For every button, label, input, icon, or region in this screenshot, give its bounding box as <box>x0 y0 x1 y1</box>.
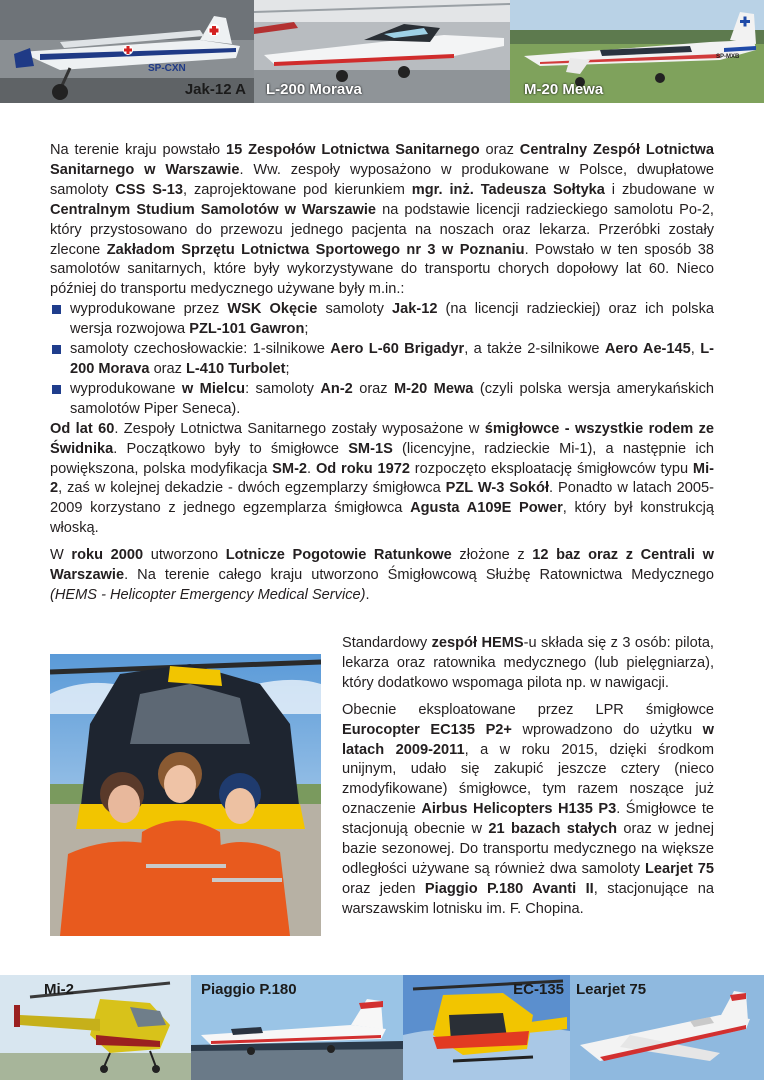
bold-run: Jak-12 <box>392 301 438 318</box>
bold-run: w latach 2009-2011 <box>342 721 714 758</box>
bold-run: Airbus Helicopters H135 P3 <box>421 801 617 818</box>
text-run: ; <box>304 321 309 338</box>
text-run: , stacjonujące na warszawskim lotnisku im. F. Chopina. <box>342 880 714 917</box>
bold-run: PZL W-3 Sokół <box>445 480 550 497</box>
text-run: , zaprojektowane pod kierunkiem <box>183 181 412 198</box>
bullet-square-icon <box>52 305 61 314</box>
bold-run: Learjet 75 <box>644 860 714 877</box>
text-run: . <box>307 460 316 477</box>
text-run: samoloty czechosłowackie: 1-silnikowe <box>70 341 331 358</box>
photo-caption: EC-135 <box>513 981 564 998</box>
helicopters-paragraph <box>50 420 714 539</box>
bullet-square-icon <box>52 385 61 394</box>
text-run: Obecnie eksploatowane przez LPR śmigłowce <box>342 701 714 718</box>
text-run: . Początkowo były to śmigłowce <box>113 440 349 457</box>
text-run: -u składa się z 3 osób: pilota, lekarza oraz ratownika medycznego (lub pielęgniarza), który dodatkowo wspomaga pilota np. w nawigacji. <box>342 635 714 691</box>
intro-paragraph <box>50 141 714 300</box>
bold-run: Eurocopter EC135 P2+ <box>342 721 512 738</box>
list-item <box>50 340 714 380</box>
text-run: , <box>690 341 701 358</box>
text-run: Na terenie kraju powstało <box>50 142 227 158</box>
bold-run: Centralnym Studium Samolotów w Warszawie <box>50 201 377 218</box>
list-item <box>50 300 714 340</box>
text-run: wyprodukowane <box>70 380 182 397</box>
plane-m20-photo <box>510 0 764 103</box>
text-run: ; <box>285 360 290 377</box>
hems-crew-photo <box>50 654 321 936</box>
photo-caption: Piaggio P.180 <box>201 981 297 998</box>
bold-run: An-2 <box>320 380 353 397</box>
bold-run: 12 baz oraz z Centrali w Warszawie <box>50 547 714 584</box>
bold-run: mgr. inż. Tadeusza Sołtyka <box>411 181 605 198</box>
text-run: . Śmigłowce te stacjonują obecnie w <box>342 801 714 838</box>
bold-run: Zakładom Sprzętu Lotnictwa Sportowego nr 3 w Poznaniu <box>106 241 525 258</box>
text-run: (na licencji radzieckiej) oraz ich polska wersja rozwojowa <box>70 301 714 338</box>
text-run: . <box>365 586 370 603</box>
text-run: . Zespoły Lotnictwa Sanitarnego zostały wyposażone w <box>114 420 485 437</box>
plane-jak12-photo <box>0 0 254 103</box>
text-run: W <box>50 547 72 564</box>
bold-run: PZL-101 Gawron <box>189 321 305 338</box>
lpr-paragraph <box>50 546 714 606</box>
text-run: Standardowy <box>342 635 432 651</box>
plane-learjet-photo <box>570 975 764 1080</box>
text-run: wyprodukowane przez <box>70 301 228 318</box>
bold-run: śmigłowce - wszystkie rodem ze Świdnika <box>50 420 715 457</box>
bold-run: Agusta A109E Power <box>410 500 563 517</box>
text-run: . Na terenie całego kraju utworzono Śmigłowcową Służbę Ratownictwa Medycznego <box>124 567 714 584</box>
text-run: . Ww. zespoły wyposażono w produkowane w Polsce, dwupłatowe samoloty <box>50 161 714 198</box>
bold-run: Centralny Zespół Lotnictwa Sanitarnego w Warszawie <box>50 142 714 178</box>
italic-run: (HEMS - Helicopter Emergency Medical Service) <box>50 586 366 603</box>
bold-run: SM-2 <box>272 460 308 477</box>
bold-run: 15 Zespołów Lotnictwa Sanitarnego <box>226 142 480 158</box>
text-run: , a także 2-silnikowe <box>464 341 605 358</box>
text-run: na podstawie licencji radzieckiego samolotu Po-2, który przystosowano do przewozu jednego pacjenta na noszach oraz lekarza. Przeróbki zostały zlecone <box>50 201 714 258</box>
text-run: oraz w jednej bazie sezonowej. Do transportu medycznego na większe odległości używane są również dwa samoloty <box>342 821 714 877</box>
photo-caption: L-200 Morava <box>266 81 362 98</box>
text-run: oraz <box>479 142 520 158</box>
top-photo-strip <box>0 0 764 103</box>
bold-run: Mi-2 <box>50 460 714 497</box>
plane-l200-photo <box>254 0 510 103</box>
bold-run: w Mielcu <box>181 380 246 397</box>
helicopter-ec135-photo <box>403 975 570 1080</box>
text-run: (czyli polska wersja amerykańskich samolotów Piper Seneca). <box>70 380 714 417</box>
bold-run: L-200 Morava <box>70 341 714 377</box>
plane-piaggio-photo <box>191 975 403 1080</box>
registration-mark: SP-MXB <box>716 54 740 60</box>
text-run: oraz jeden <box>342 880 425 897</box>
aircraft-list <box>50 300 714 419</box>
photo-caption: M-20 Mewa <box>524 81 604 98</box>
text-run: samoloty <box>317 301 392 318</box>
list-item <box>50 380 714 420</box>
photo-caption: Learjet 75 <box>576 981 647 998</box>
helicopter-mi2-photo <box>0 975 191 1080</box>
text-run: . Ponadto w latach 2005-2009 korzystano z jednego egzemplarza śmigłowca <box>50 480 715 517</box>
bold-run: Piaggio P.180 Avanti II <box>424 880 594 897</box>
text-run: , zaś w kolejnej dekadzie - dwóch egzemplarzy śmigłowca <box>58 480 446 497</box>
bold-run: WSK Okęcie <box>227 301 318 318</box>
text-run: wprowadzono do użytku <box>511 721 703 738</box>
bold-run: Aero Ae-145 <box>604 341 691 358</box>
bullet-square-icon <box>52 345 61 354</box>
photo-caption: Jak-12 A <box>184 81 246 98</box>
text-run: (licencyjne, radzieckie Mi-1), a następnie ich powiększona, polska modyfikacja <box>50 440 714 477</box>
fleet-paragraph <box>342 701 714 920</box>
bold-run: Lotnicze Pogotowie Ratunkowe <box>225 547 452 564</box>
bold-run: zespół HEMS <box>431 635 524 651</box>
bold-run: L-410 Turbolet <box>186 360 286 377</box>
text-run: , a w roku 2015, dzięki środkom unijnym, udało się zakupić jeszcze cztery (nieco zmodyfikowane) śmigłowce, tym razem noszące już oznaczenie <box>342 741 715 818</box>
bold-run: SM-1S <box>348 440 393 457</box>
text-run: oraz <box>352 380 395 397</box>
photo-caption: Mi-2 <box>44 981 74 998</box>
bold-run: Od roku 1972 <box>315 460 410 477</box>
text-run: oraz <box>149 360 187 377</box>
bold-run: Od lat 60 <box>50 420 115 437</box>
text-run: : samoloty <box>245 380 321 397</box>
bold-run: M-20 Mewa <box>394 380 474 397</box>
bold-run: Aero L-60 Brigadyr <box>330 341 465 358</box>
hems-team-paragraph <box>342 634 714 694</box>
bold-run: 21 bazach stałych <box>488 821 618 838</box>
bold-run: CSS S-13 <box>115 181 184 198</box>
bottom-photo-strip <box>0 975 764 1080</box>
bold-run: roku 2000 <box>71 547 144 564</box>
article-body <box>50 141 714 606</box>
text-run: złożone z <box>451 547 533 564</box>
text-run: i zbudowane w <box>604 181 715 198</box>
registration-mark: SP-CXN <box>148 63 186 74</box>
text-run: . Powstało w ten sposób 38 samolotów sanitarnych, które były wykorzystywane do transportu chorych dopołowy lat 60. Nieco później do transportu medycznego używane były m.in.: <box>50 241 714 298</box>
text-run: , który był konstrukcją włoską. <box>50 500 715 537</box>
text-run: utworzono <box>143 547 226 564</box>
hems-text-column <box>342 634 714 920</box>
text-run: rozpoczęto eksploatację śmigłowców typu <box>409 460 693 477</box>
